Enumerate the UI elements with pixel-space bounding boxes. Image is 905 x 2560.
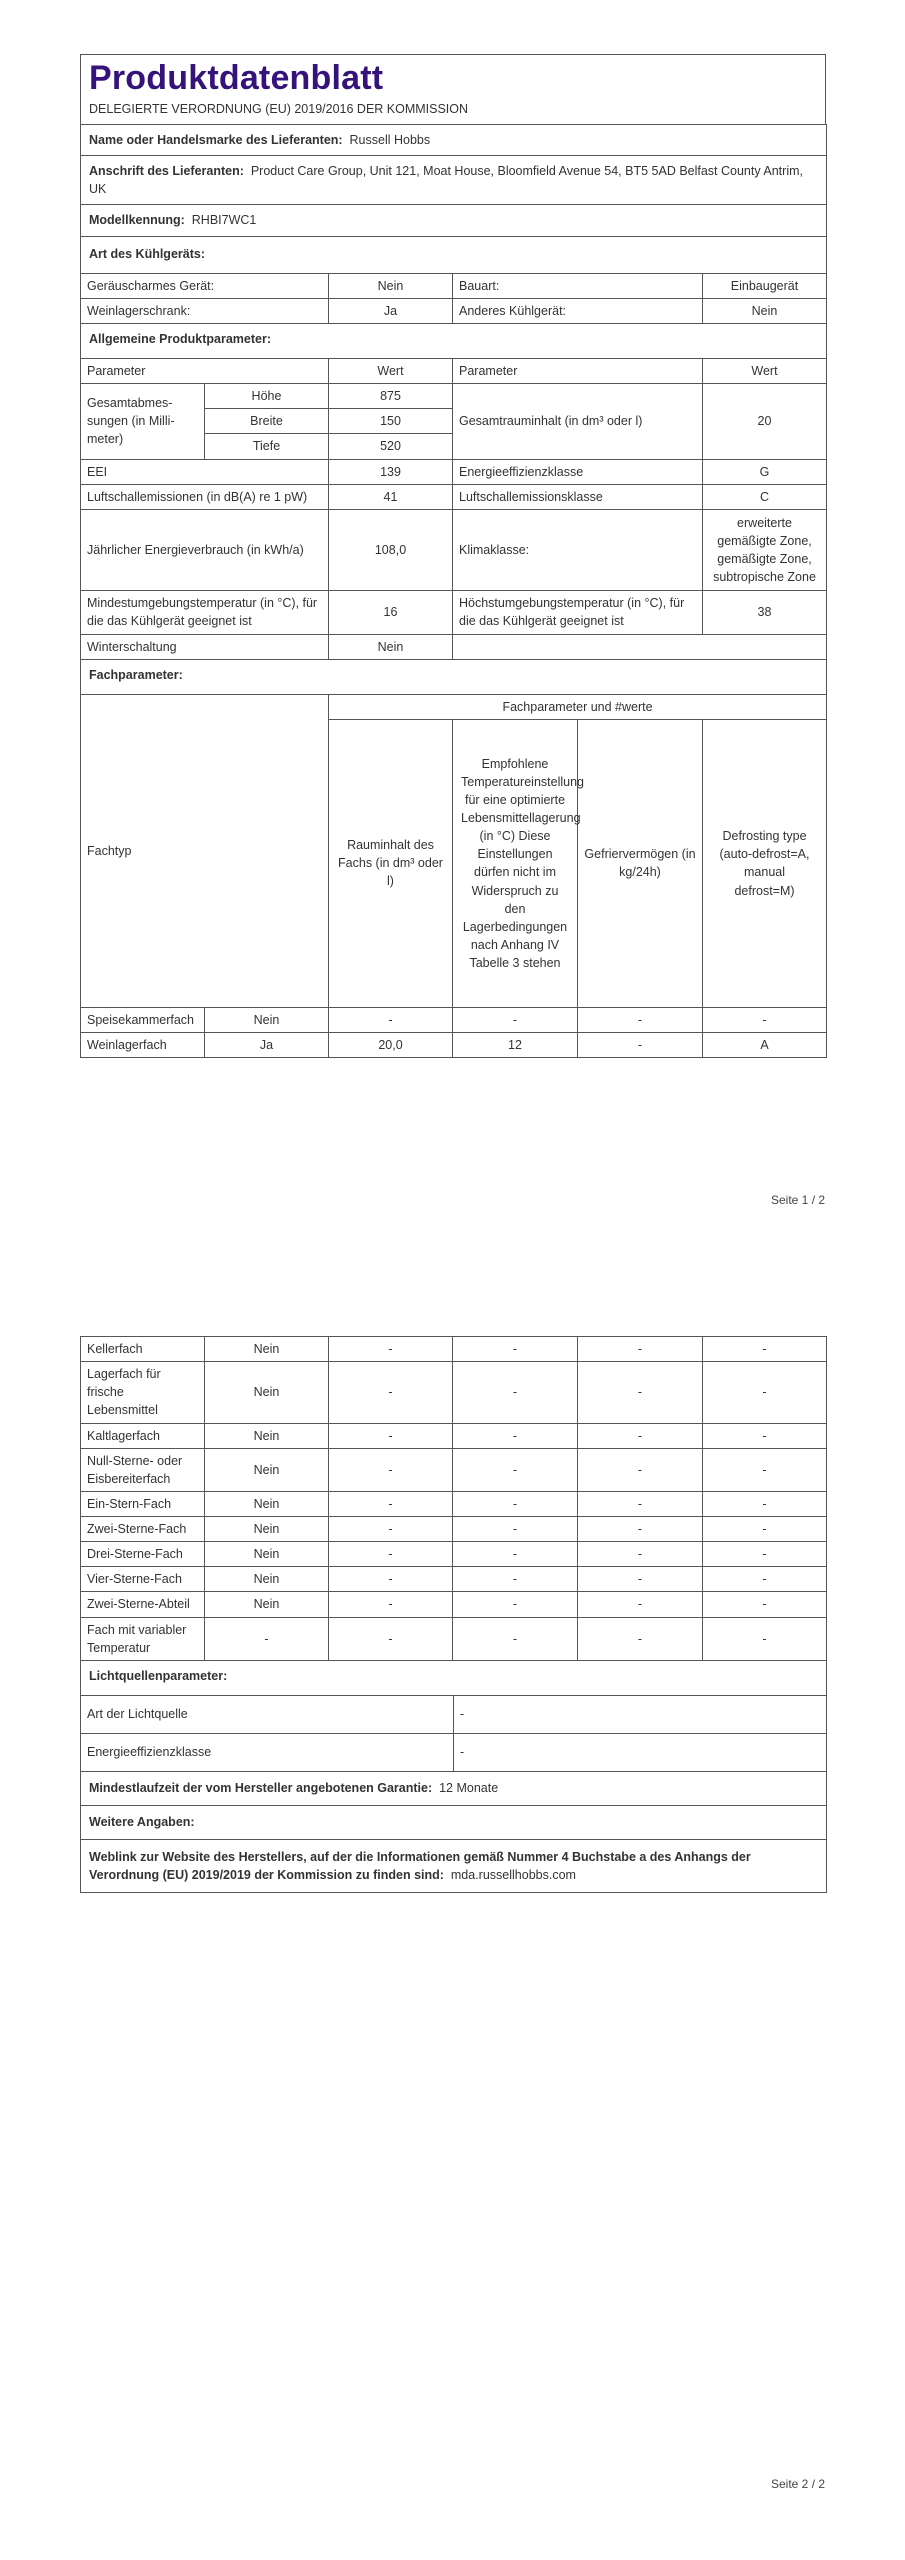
compartment-group-header: Fachparameter und #werte — [329, 694, 827, 719]
dims-label: Gesamtabmes-sungen (in Milli-meter) — [81, 384, 205, 459]
compartment-row — [81, 1592, 827, 1617]
general-header-row — [81, 359, 827, 384]
temp-row — [81, 591, 827, 634]
noise-class-value: C — [703, 484, 827, 509]
noise-label: Luftschallemissionen (in dB(A) re 1 pW) — [81, 484, 329, 509]
compartment-present: Ja — [205, 1033, 329, 1058]
compartment-temp: - — [453, 1491, 578, 1516]
light-class-label: Energieeffizienzklasse — [81, 1733, 454, 1771]
model-value: RHBI7WC1 — [191, 213, 257, 228]
compartment-row — [81, 1448, 827, 1491]
compartment-row — [81, 1617, 827, 1660]
min-temp-value: 16 — [329, 591, 453, 634]
supplier-address-row — [81, 156, 827, 205]
compartment-group-header-row — [81, 694, 827, 719]
compartment-name: Speisekammerfach — [81, 1007, 205, 1032]
compartment-freeze: - — [578, 1362, 703, 1423]
appliance-value: Ja — [329, 298, 453, 323]
compartment-volume: - — [329, 1491, 453, 1516]
compartment-temp: 12 — [453, 1033, 578, 1058]
page-number: Seite 1 / 2 — [771, 1193, 826, 1207]
compartment-freeze: - — [578, 1491, 703, 1516]
compartment-defrost: - — [703, 1362, 827, 1423]
compartment-volume: - — [329, 1362, 453, 1423]
compartment-rows-page2 — [81, 1337, 827, 1661]
compartment-defrost: - — [703, 1491, 827, 1516]
eei-value: 139 — [329, 459, 453, 484]
compartment-name: Drei-Sterne-Fach — [81, 1542, 205, 1567]
light-type-row — [81, 1695, 827, 1733]
general-heading: Allgemeine Produktparameter: — [81, 323, 827, 358]
winter-row — [81, 634, 827, 659]
compartment-volume: - — [329, 1517, 453, 1542]
compartment-present: Nein — [205, 1567, 329, 1592]
appliance-type-heading-row — [81, 236, 827, 273]
supplier-address-label: Anschrift des Lieferanten: — [89, 164, 244, 179]
climate-value: erweiterte gemäßigte Zone, gemäßigte Zone, subtropische Zone — [703, 509, 827, 591]
page-title: Produktdatenblatt — [89, 59, 384, 97]
appliance-label: Geräuscharmes Gerät: — [81, 273, 329, 298]
col-defrost: Defrosting type (auto-defrost=A, manual defrost=M) — [703, 719, 827, 1007]
energy-row — [81, 509, 827, 591]
dim-value: 150 — [329, 409, 453, 434]
compartment-volume: - — [329, 1592, 453, 1617]
supplier-name-label: Name oder Handelsmarke des Lieferanten: — [89, 133, 343, 147]
col-parameter: Parameter — [81, 359, 329, 384]
compartment-present: Nein — [205, 1337, 329, 1362]
dim-value: 520 — [329, 434, 453, 459]
compartment-rows-page1 — [81, 1007, 827, 1057]
compartment-freeze: - — [578, 1517, 703, 1542]
compartment-present: Nein — [205, 1007, 329, 1032]
further-heading: Weitere Angaben: — [81, 1805, 827, 1839]
weblink-label: Weblink zur Website des Herstellers, auf der die Informationen gemäß Nummer 4 Buchstabe a des Anhangs der Verordnung (EU) 2019/2019 der Kommission zu finden sind: — [89, 1849, 751, 1882]
compartment-freeze: - — [578, 1592, 703, 1617]
compartment-freeze: - — [578, 1007, 703, 1032]
model-label: Modellkennung: — [89, 213, 185, 228]
compartment-temp: - — [453, 1567, 578, 1592]
guarantee-label: Mindestlaufzeit der vom Hersteller angebotenen Garantie: — [89, 1781, 433, 1796]
special-heading: Fachparameter: — [81, 659, 827, 694]
light-heading-row — [81, 1660, 827, 1695]
compartment-freeze: - — [578, 1448, 703, 1491]
compartment-temp: - — [453, 1423, 578, 1448]
col-volume: Rauminhalt des Fachs (in dm³ oder l) — [329, 719, 453, 1007]
eclass-label: Energieeffizienzklasse — [453, 459, 703, 484]
eei-label: EEI — [81, 459, 329, 484]
compartment-name: Vier-Sterne-Fach — [81, 1567, 205, 1592]
compartment-volume: - — [329, 1617, 453, 1660]
special-heading-row — [81, 659, 827, 694]
datasheet-table-2 — [80, 1660, 827, 1893]
col-value: Wert — [329, 359, 453, 384]
compartment-row — [81, 1567, 827, 1592]
light-type-label: Art der Lichtquelle — [81, 1695, 454, 1733]
col-fachtyp: Fachtyp — [81, 694, 329, 1007]
general-heading-row — [81, 323, 827, 358]
compartment-volume: - — [329, 1423, 453, 1448]
col-temp: Empfohlene Temperatureinstellung für eine optimierte Lebensmittellagerung (in °C) Diese Einstellungen dürfen nicht im Widerspruch zu den Lagerbedingungen nach Anhang IV Tabelle 3 stehen — [453, 719, 578, 1007]
compartment-temp: - — [453, 1448, 578, 1491]
compartment-present: Nein — [205, 1491, 329, 1516]
compartment-name: Lagerfach für frische Lebensmittel — [81, 1362, 205, 1423]
winter-label: Winterschaltung — [81, 634, 329, 659]
compartment-temp: - — [453, 1517, 578, 1542]
weblink-row — [81, 1839, 827, 1892]
dim-label: Breite — [205, 409, 329, 434]
compartment-table-1 — [80, 694, 827, 1058]
compartment-row — [81, 1423, 827, 1448]
light-heading: Lichtquellenparameter: — [81, 1660, 827, 1695]
light-type-value: - — [454, 1695, 827, 1733]
max-temp-label: Höchstumgebungstemperatur (in °C), für die das Kühlgerät geeignet ist — [453, 591, 703, 634]
compartment-freeze: - — [578, 1033, 703, 1058]
compartment-temp: - — [453, 1337, 578, 1362]
dim-label: Tiefe — [205, 434, 329, 459]
compartment-freeze: - — [578, 1617, 703, 1660]
compartment-volume: - — [329, 1337, 453, 1362]
compartment-name: Fach mit variabler Temperatur — [81, 1617, 205, 1660]
further-heading-row — [81, 1805, 827, 1839]
compartment-defrost: - — [703, 1007, 827, 1032]
appliance-label: Weinlagerschrank: — [81, 298, 329, 323]
compartment-present: Nein — [205, 1362, 329, 1423]
eei-row — [81, 459, 827, 484]
compartment-volume: 20,0 — [329, 1033, 453, 1058]
compartment-defrost: - — [703, 1542, 827, 1567]
dim-label: Höhe — [205, 384, 329, 409]
noise-row — [81, 484, 827, 509]
energy-label: Jährlicher Energieverbrauch (in kWh/a) — [81, 509, 329, 591]
noise-class-label: Luftschallemissionsklasse — [453, 484, 703, 509]
compartment-volume: - — [329, 1007, 453, 1032]
empty-cell — [453, 634, 827, 659]
compartment-present: - — [205, 1617, 329, 1660]
appliance-type-heading: Art des Kühlgeräts: — [81, 236, 827, 273]
appliance-value: Nein — [329, 273, 453, 298]
model-row — [81, 205, 827, 236]
compartment-freeze: - — [578, 1567, 703, 1592]
compartment-defrost: - — [703, 1337, 827, 1362]
compartment-temp: - — [453, 1592, 578, 1617]
compartment-row — [81, 1337, 827, 1362]
compartment-present: Nein — [205, 1517, 329, 1542]
appliance-type-row — [81, 273, 827, 298]
appliance-label: Bauart: — [453, 273, 703, 298]
col-parameter: Parameter — [453, 359, 703, 384]
compartment-defrost: - — [703, 1567, 827, 1592]
compartment-defrost: A — [703, 1033, 827, 1058]
compartment-volume: - — [329, 1542, 453, 1567]
compartment-volume: - — [329, 1567, 453, 1592]
noise-value: 41 — [329, 484, 453, 509]
compartment-name: Null-Sterne- oder Eisbereiterfach — [81, 1448, 205, 1491]
compartment-temp: - — [453, 1007, 578, 1032]
datasheet-table-1 — [80, 124, 827, 695]
appliance-value: Einbaugerät — [703, 273, 827, 298]
compartment-name: Zwei-Sterne-Fach — [81, 1517, 205, 1542]
light-class-row — [81, 1733, 827, 1771]
compartment-freeze: - — [578, 1542, 703, 1567]
dim-value: 875 — [329, 384, 453, 409]
eclass-value: G — [703, 459, 827, 484]
compartment-table-2 — [80, 1336, 827, 1661]
energy-value: 108,0 — [329, 509, 453, 591]
compartment-row — [81, 1517, 827, 1542]
supplier-name-row — [81, 125, 827, 156]
volume-label: Gesamtrauminhalt (in dm³ oder l) — [453, 384, 703, 459]
page-1 — [80, 54, 826, 1058]
appliance-value: Nein — [703, 298, 827, 323]
compartment-freeze: - — [578, 1337, 703, 1362]
compartment-temp: - — [453, 1542, 578, 1567]
min-temp-label: Mindestumgebungstemperatur (in °C), für die das Kühlgerät geeignet ist — [81, 591, 329, 634]
climate-label: Klimaklasse: — [453, 509, 703, 591]
compartment-present: Nein — [205, 1592, 329, 1617]
compartment-name: Kellerfach — [81, 1337, 205, 1362]
page-subtitle: DELEGIERTE VERORDNUNG (EU) 2019/2016 DER KOMMISSION — [89, 102, 469, 116]
dimension-row — [81, 384, 827, 409]
compartment-freeze: - — [578, 1423, 703, 1448]
compartment-present: Nein — [205, 1423, 329, 1448]
compartment-defrost: - — [703, 1448, 827, 1491]
page-2 — [80, 1336, 826, 1893]
compartment-present: Nein — [205, 1542, 329, 1567]
max-temp-value: 38 — [703, 591, 827, 634]
compartment-row — [81, 1362, 827, 1423]
weblink-value[interactable]: mda.russellhobbs.com — [450, 1868, 576, 1882]
guarantee-value: 12 Monate — [439, 1781, 499, 1796]
supplier-address-value: Product Care Group, Unit 121, Moat House, Bloomfield Avenue 54, BT5 5AD Belfast County Antrim, UK — [89, 164, 803, 197]
appliance-label: Anderes Kühlgerät: — [453, 298, 703, 323]
volume-value: 20 — [703, 384, 827, 459]
compartment-name: Zwei-Sterne-Abteil — [81, 1592, 205, 1617]
compartment-row — [81, 1033, 827, 1058]
compartment-defrost: - — [703, 1592, 827, 1617]
compartment-name: Ein-Stern-Fach — [81, 1491, 205, 1516]
compartment-temp: - — [453, 1362, 578, 1423]
compartment-present: Nein — [205, 1448, 329, 1491]
compartment-row — [81, 1491, 827, 1516]
compartment-row — [81, 1542, 827, 1567]
col-freeze: Gefriervermögen (in kg/24h) — [578, 719, 703, 1007]
compartment-name: Kaltlagerfach — [81, 1423, 205, 1448]
compartment-defrost: - — [703, 1617, 827, 1660]
compartment-defrost: - — [703, 1423, 827, 1448]
light-class-value: - — [454, 1733, 827, 1771]
compartment-defrost: - — [703, 1517, 827, 1542]
appliance-type-row — [81, 298, 827, 323]
compartment-volume: - — [329, 1448, 453, 1491]
header-block — [80, 54, 826, 124]
col-value: Wert — [703, 359, 827, 384]
guarantee-row — [81, 1771, 827, 1805]
page-number: Seite 2 / 2 — [771, 2477, 826, 2491]
compartment-temp: - — [453, 1617, 578, 1660]
supplier-name-value: Russell Hobbs — [349, 133, 431, 147]
compartment-row — [81, 1007, 827, 1032]
compartment-name: Weinlagerfach — [81, 1033, 205, 1058]
winter-value: Nein — [329, 634, 453, 659]
